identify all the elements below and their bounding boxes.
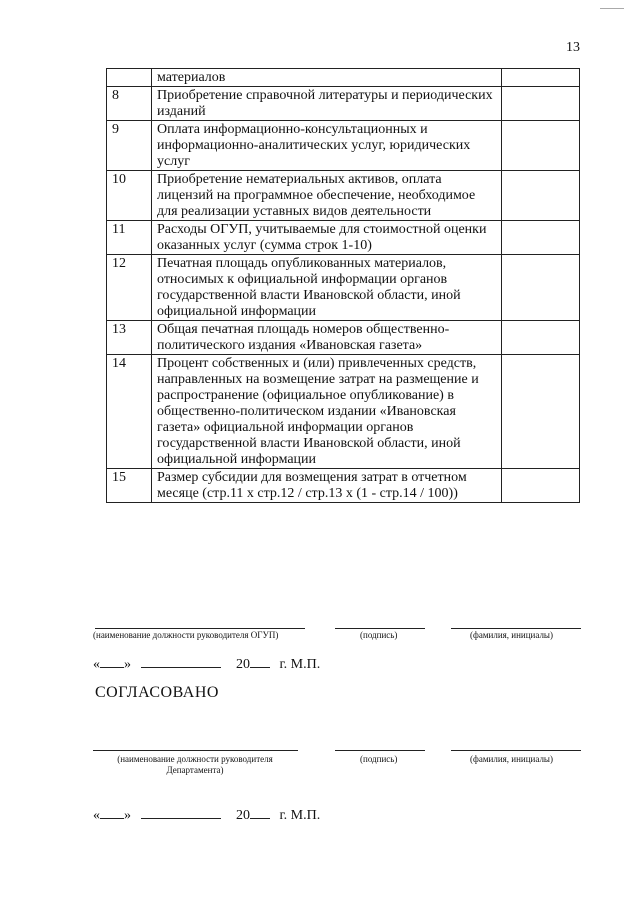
row-description: Печатная площадь опубликованных материалов, относимых к официальной информации органов государственной власти Ивановской области, иной официальной информации [152,255,502,321]
date-row-2 [93,806,320,824]
row-description: Оплата информационно-консультационных и информационно-аналитических услуг, юридических услуг [152,121,502,171]
month-blank [141,806,221,819]
row-description: Приобретение справочной литературы и периодических изданий [152,87,502,121]
row-value [502,255,580,321]
row-description: Расходы ОГУП, учитываемые для стоимостной оценки оказанных услуг (сумма строк 1-10) [152,221,502,255]
year-blank [250,806,270,819]
signature-line-1 [335,628,425,629]
date-suffix: г. М.П. [279,808,321,823]
row-number: 8 [107,87,152,121]
row-description: Размер субсидии для возмещения затрат в отчетном месяце (стр.11 х стр.12 / стр.13 х (1 - стр.14 / 100)) [152,469,502,503]
row-value [502,121,580,171]
name-line-1 [451,628,581,629]
table-row [107,255,580,321]
table-row [107,171,580,221]
scan-artifact [600,8,624,9]
row-number: 14 [107,355,152,469]
row-value [502,355,580,469]
open-quote: « [93,808,100,823]
table-row [107,469,580,503]
row-number: 12 [107,255,152,321]
month-blank [141,655,221,668]
name-caption-1: (фамилия, инициалы) [470,630,553,640]
day-blank [100,655,124,668]
name-line-2 [451,750,581,751]
table-row [107,121,580,171]
position-line-2 [93,750,298,751]
row-value [502,321,580,355]
signature-caption-2: (подпись) [360,754,398,764]
row-value [502,221,580,255]
name-caption-2: (фамилия, инициалы) [470,754,553,764]
page-number: 13 [566,40,580,55]
signature-caption-1: (подпись) [360,630,398,640]
row-value [502,469,580,503]
approved-heading: СОГЛАСОВАНО [95,684,219,701]
row-value [502,171,580,221]
date-row-1 [93,655,320,673]
position-caption-1: (наименование должности руководителя ОГУП) [93,630,279,640]
table-row [107,69,580,87]
table-row [107,321,580,355]
close-quote: » [124,808,131,823]
row-value [502,87,580,121]
row-number [107,69,152,87]
position-line-1 [95,628,305,629]
row-description: Приобретение нематериальных активов, оплата лицензий на программное обеспечение, необходимое для реализации уставных видов деятельности [152,171,502,221]
signature-line-2 [335,750,425,751]
open-quote: « [93,657,100,672]
date-suffix: г. М.П. [279,657,321,672]
year-blank [250,655,270,668]
day-blank [100,806,124,819]
row-number: 15 [107,469,152,503]
row-number: 13 [107,321,152,355]
year-prefix: 20 [236,657,250,672]
table-row [107,355,580,469]
row-description: Общая печатная площадь номеров общественно-политического издания «Ивановская газета» [152,321,502,355]
row-number: 9 [107,121,152,171]
row-number: 10 [107,171,152,221]
close-quote: » [124,657,131,672]
year-prefix: 20 [236,808,250,823]
row-number: 11 [107,221,152,255]
row-description: материалов [152,69,502,87]
table-row [107,221,580,255]
row-description: Процент собственных и (или) привлеченных средств, направленных на возмещение затрат на размещение и распространение (официальное опубликование) в общественно-политическом издании «Ивановская газета» официальной информации органов государственной власти Ивановской области, иной официальной информации [152,355,502,469]
table-row [107,87,580,121]
row-value [502,69,580,87]
expense-table [106,68,580,503]
position-caption-2: (наименование должности руководителя Департамента) [117,754,273,775]
